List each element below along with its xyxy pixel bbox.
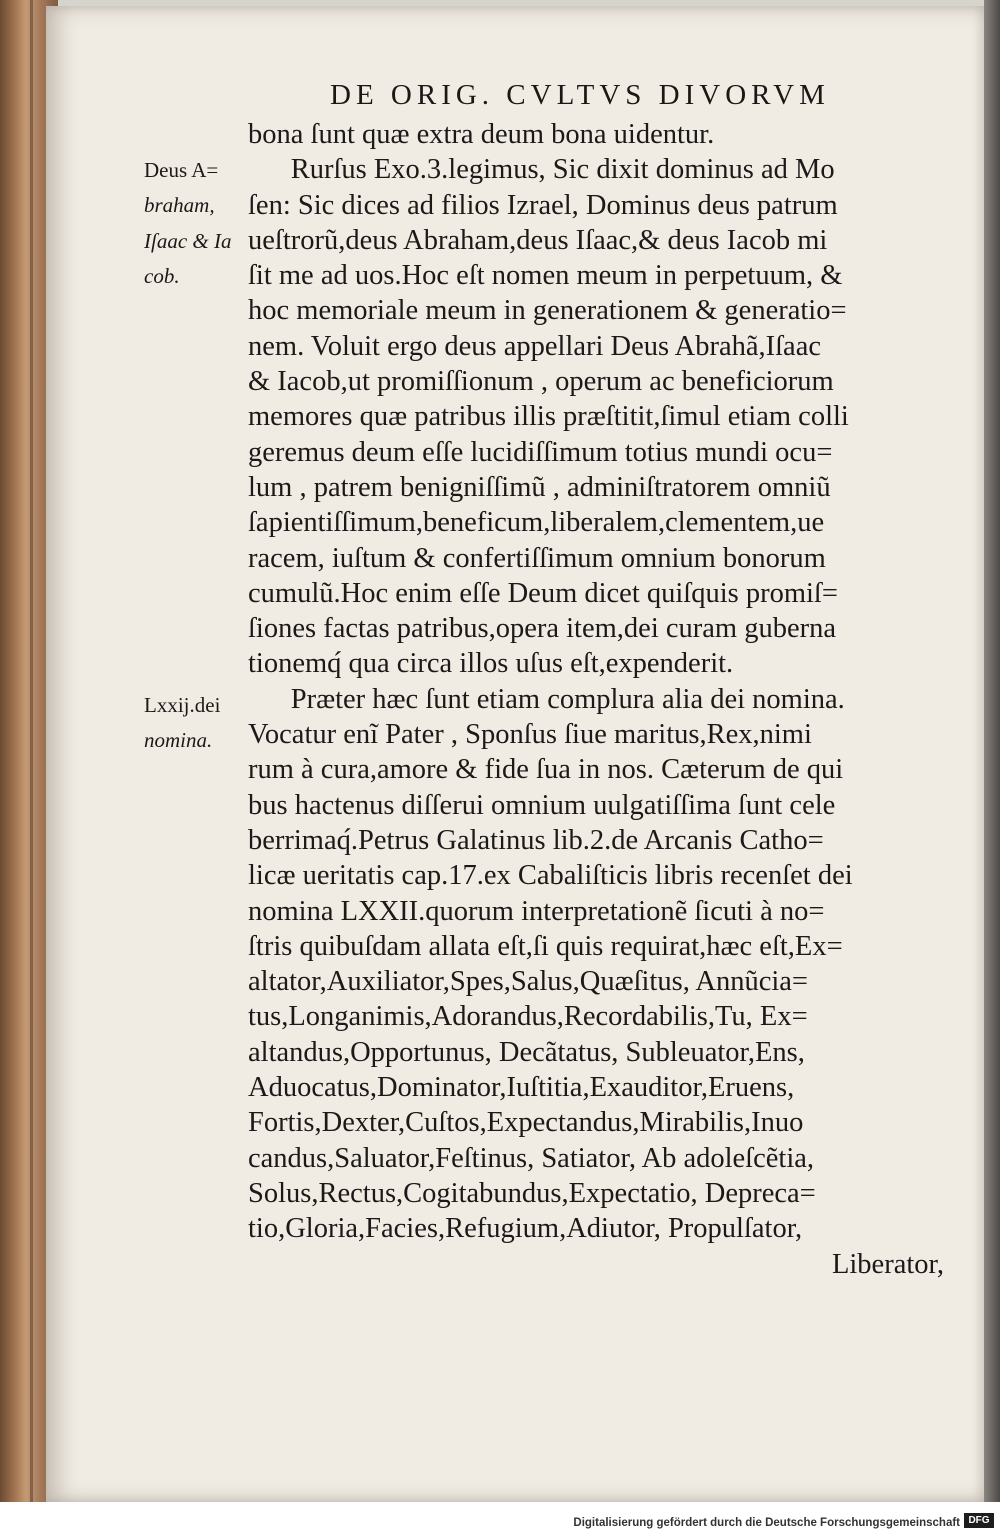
- text-line: altator,Auxiliator,Spes,Salus,Quæſitus, Annũcia=: [248, 966, 808, 998]
- catchword: Liberator,: [831, 1248, 944, 1280]
- text-line: & Iacob,ut promiſſionum , operum ac beneficiorum: [248, 366, 834, 398]
- text-line: Fortis,Dexter,Cuſtos,Expectandus,Mirabilis,Inuo: [248, 1107, 804, 1139]
- text-line: licæ ueritatis cap.17.ex Cabaliſticis libris recenſet dei: [248, 860, 853, 892]
- margin-note-line: Lxxij.dei: [144, 693, 221, 717]
- text-line: altandus,Opportunus, Decãtatus, Subleuator,Ens,: [248, 1036, 805, 1068]
- margin-note-lxxij-nomina: [144, 688, 220, 759]
- text-line: ſapientiſſimum,beneficum,liberalem,clementem,ue: [248, 507, 825, 539]
- text-line: memores quæ patribus illis præſtitit,ſimul etiam colli: [248, 401, 849, 433]
- text-line: tionemq́ qua circa illos uſus eſt,expenderit.: [248, 648, 734, 680]
- text-line: Solus,Rectus,Cogitabundus,Expectatio, Depreca=: [248, 1177, 816, 1209]
- right-page-edge: [984, 0, 1000, 1502]
- margin-note-line: nomina.: [144, 728, 213, 753]
- text-line: geremus deum eſſe lucidiſſimum totius mundi ocu=: [248, 436, 833, 468]
- text-line: berrimaq́.Petrus Galatinus lib.2.de Arcanis Catho=: [248, 824, 824, 856]
- text-line: ſit me ad uos.Hoc eſt nomen meum in perpetuum, &: [248, 260, 843, 292]
- text-line: tio,Gloria,Facies,Refugium,Adiutor, Propulſator,: [248, 1213, 803, 1245]
- margin-note-deus-abraham: [144, 153, 231, 294]
- margin-note-line: cob.: [144, 263, 180, 288]
- dfg-logo-icon: DFG: [964, 1513, 994, 1528]
- text-line: rum à cura,amore & fide ſua in nos. Cæterum de qui: [248, 754, 844, 786]
- margin-note-line: Iſaac & Ia: [144, 228, 232, 253]
- text-line: bus hactenus diſſerui omnium uulgatiſſima ſunt cele: [248, 789, 836, 821]
- main-text-block: [248, 117, 948, 1282]
- margin-note-line: braham,: [144, 193, 215, 218]
- text-line: lum , patrem benigniſſimũ , adminiſtratorem omniũ: [248, 471, 831, 503]
- running-head: DE ORIG. CVLTVS DIVORVM: [330, 79, 830, 111]
- text-line: ſen: Sic dices ad filios Izrael, Dominus deus patrum: [248, 189, 838, 221]
- text-line: Præter hæc ſunt etiam complura alia dei nomina.: [248, 683, 845, 715]
- text-line: ſiones factas patribus,opera item,dei curam guberna: [248, 613, 836, 645]
- text-line: cumulũ.Hoc enim eſſe Deum dicet quiſquis promiſ=: [248, 577, 838, 609]
- book-edge-line: [30, 0, 33, 1502]
- text-line: Aduocatus,Dominator,Iuſtitia,Exauditor,Eruens,: [248, 1072, 795, 1104]
- text-line: tus,Longanimis,Adorandus,Recordabilis,Tu, Ex=: [248, 1001, 808, 1033]
- margin-note-line: Deus A=: [144, 158, 219, 182]
- text-line: ueſtrorũ,deus Abraham,deus Iſaac,& deus Iacob mi: [248, 224, 828, 256]
- text-line: Vocatur enĩ Pater , Sponſus ſiue maritus,Rex,nimi: [248, 719, 812, 751]
- text-line: hoc memoriale meum in generationem & generatio=: [248, 295, 847, 327]
- text-line: nem. Voluit ergo deus appellari Deus Abrahã,Iſaac: [248, 330, 822, 362]
- text-line: nomina LXXII.quorum interpretationẽ ſicuti à no=: [248, 895, 825, 927]
- text-line: bona ſunt quæ extra deum bona uidentur.: [248, 119, 715, 150]
- footer-credit: Digitalisierung gefördert durch die Deutsche Forschungsgemeinschaft: [573, 1517, 960, 1529]
- text-line: ſtris quibuſdam allata eſt,ſi quis requirat,hæc eſt,Ex=: [248, 930, 843, 962]
- text-line: Rurſus Exo.3.legimus, Sic dixit dominus ad Mo: [248, 154, 835, 186]
- text-line: racem, iuſtum & confertiſſimum omnium bonorum: [248, 542, 826, 574]
- text-line: candus,Saluator,Feſtinus, Satiator, Ab adoleſcẽtia,: [248, 1142, 815, 1174]
